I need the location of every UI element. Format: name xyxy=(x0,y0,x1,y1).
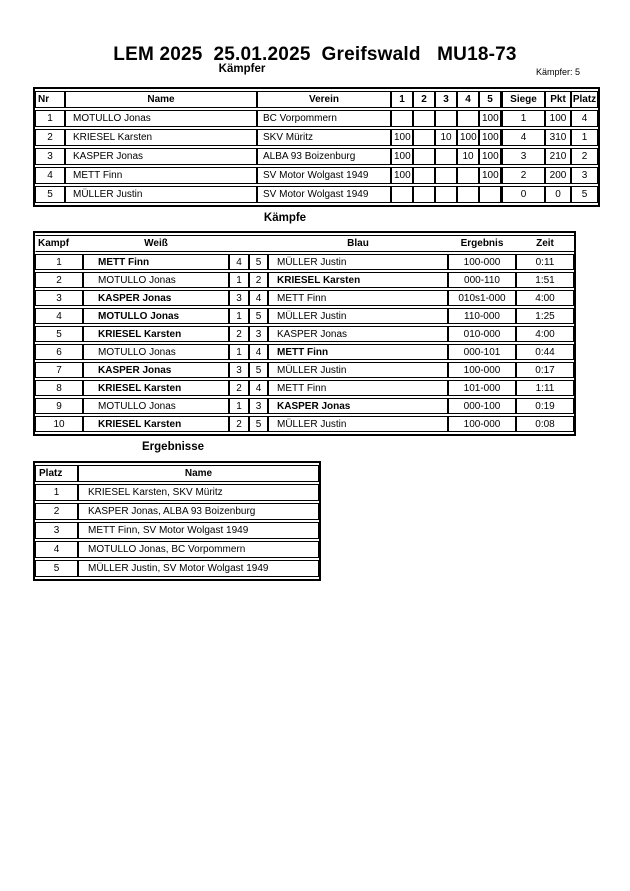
cell-blau-nr: 5 xyxy=(249,416,268,432)
col-header-weiss: Weiß xyxy=(83,235,229,252)
cell-platz: 2 xyxy=(571,148,598,165)
cell-ergebnis: 010-000 xyxy=(448,326,516,342)
cell-blau-name: KASPER Jonas xyxy=(268,326,448,342)
cell-siege: 1 xyxy=(501,110,545,127)
col-header-round-4: 4 xyxy=(457,91,479,108)
cell-blau-name: MÜLLER Justin xyxy=(268,308,448,324)
cell-blau-name: MÜLLER Justin xyxy=(268,362,448,378)
cell-weiss-name: KASPER Jonas xyxy=(83,362,229,378)
cell-round-1: 100 xyxy=(391,148,413,165)
cell-blau-name: METT Finn xyxy=(268,290,448,306)
cell-kampf-nr: 4 xyxy=(35,308,83,324)
cell-round-1: 100 xyxy=(391,167,413,184)
col-header-round-1: 1 xyxy=(391,91,413,108)
bouts-section-title: Kämpfe xyxy=(263,212,307,224)
cell-round-5: 100 xyxy=(479,129,501,146)
cell-zeit: 1:51 xyxy=(516,272,574,288)
cell-siege: 0 xyxy=(501,186,545,203)
cell-kampf-nr: 7 xyxy=(35,362,83,378)
cell-ergebnis: 000-101 xyxy=(448,344,516,360)
cell-verein: ALBA 93 Boizenburg xyxy=(257,148,391,165)
result-row xyxy=(35,503,319,520)
col-header-kampf: Kampf xyxy=(35,235,83,252)
col-header-name: Name xyxy=(78,465,319,482)
cell-pkt: 100 xyxy=(545,110,571,127)
col-header-weiss-nr xyxy=(229,235,249,252)
cell-round-3 xyxy=(435,110,457,127)
cell-round-4 xyxy=(457,110,479,127)
cell-weiss-nr: 1 xyxy=(229,398,249,414)
cell-round-5: 100 xyxy=(479,167,501,184)
cell-round-4: 10 xyxy=(457,148,479,165)
cell-weiss-name: KRIESEL Karsten xyxy=(83,326,229,342)
cell-round-2 xyxy=(413,186,435,203)
cell-weiss-nr: 1 xyxy=(229,344,249,360)
cell-kampf-nr: 10 xyxy=(35,416,83,432)
cell-round-2 xyxy=(413,129,435,146)
cell-kampf-nr: 8 xyxy=(35,380,83,396)
page-title: LEM 2025 25.01.2025 Greifswald MU18-73 xyxy=(113,44,517,65)
cell-weiss-nr: 2 xyxy=(229,380,249,396)
cell-weiss-nr: 2 xyxy=(229,326,249,342)
cell-round-1 xyxy=(391,110,413,127)
cell-round-5 xyxy=(479,186,501,203)
col-header-pkt: Pkt xyxy=(545,91,571,108)
fighter-row xyxy=(35,129,598,146)
cell-kampf-nr: 1 xyxy=(35,254,83,270)
result-row xyxy=(35,522,319,539)
result-row xyxy=(35,541,319,558)
cell-ergebnis: 010s1-000 xyxy=(448,290,516,306)
cell-nr: 5 xyxy=(35,186,65,203)
cell-round-2 xyxy=(413,167,435,184)
cell-verein: BC Vorpommern xyxy=(257,110,391,127)
cell-verein: SV Motor Wolgast 1949 xyxy=(257,167,391,184)
cell-name: KASPER Jonas xyxy=(65,148,257,165)
cell-name: METT Finn, SV Motor Wolgast 1949 xyxy=(78,522,319,539)
cell-blau-nr: 4 xyxy=(249,380,268,396)
cell-platz: 3 xyxy=(571,167,598,184)
cell-pkt: 0 xyxy=(545,186,571,203)
cell-platz: 4 xyxy=(571,110,598,127)
cell-name: MOTULLO Jonas xyxy=(65,110,257,127)
cell-round-5: 100 xyxy=(479,148,501,165)
result-row xyxy=(35,484,319,501)
cell-name: KRIESEL Karsten xyxy=(65,129,257,146)
cell-platz: 1 xyxy=(35,484,78,501)
cell-ergebnis: 000-110 xyxy=(448,272,516,288)
cell-zeit: 0:17 xyxy=(516,362,574,378)
cell-platz: 3 xyxy=(35,522,78,539)
cell-name: MÜLLER Justin xyxy=(65,186,257,203)
cell-verein: SKV Müritz xyxy=(257,129,391,146)
cell-round-3 xyxy=(435,186,457,203)
fighter-count-label: Kämpfer: 5 xyxy=(535,67,580,77)
col-header-round-3: 3 xyxy=(435,91,457,108)
cell-weiss-nr: 3 xyxy=(229,362,249,378)
cell-verein: SV Motor Wolgast 1949 xyxy=(257,186,391,203)
result-row xyxy=(35,560,319,577)
cell-name: KRIESEL Karsten, SKV Müritz xyxy=(78,484,319,501)
cell-zeit: 0:19 xyxy=(516,398,574,414)
col-header-nr: Nr xyxy=(35,91,65,108)
col-header-round-2: 2 xyxy=(413,91,435,108)
bout-row xyxy=(35,362,574,378)
fighter-row xyxy=(35,186,598,203)
cell-weiss-name: KASPER Jonas xyxy=(83,290,229,306)
col-header-blau: Blau xyxy=(268,235,448,252)
cell-weiss-nr: 2 xyxy=(229,416,249,432)
cell-blau-nr: 3 xyxy=(249,398,268,414)
cell-siege: 2 xyxy=(501,167,545,184)
cell-round-3: 10 xyxy=(435,129,457,146)
bout-row xyxy=(35,344,574,360)
cell-pkt: 210 xyxy=(545,148,571,165)
results-table xyxy=(33,461,321,581)
col-header-zeit: Zeit xyxy=(516,235,574,252)
cell-name: MOTULLO Jonas, BC Vorpommern xyxy=(78,541,319,558)
cell-zeit: 0:44 xyxy=(516,344,574,360)
cell-ergebnis: 000-100 xyxy=(448,398,516,414)
cell-kampf-nr: 2 xyxy=(35,272,83,288)
bouts-table xyxy=(33,231,576,436)
cell-weiss-name: MOTULLO Jonas xyxy=(83,398,229,414)
cell-round-3 xyxy=(435,148,457,165)
cell-weiss-name: KRIESEL Karsten xyxy=(83,416,229,432)
bout-row xyxy=(35,416,574,432)
cell-blau-name: KRIESEL Karsten xyxy=(268,272,448,288)
bout-row xyxy=(35,326,574,342)
bout-row xyxy=(35,380,574,396)
fighters-table xyxy=(33,87,600,207)
col-header-ergebnis: Ergebnis xyxy=(448,235,516,252)
cell-zeit: 0:11 xyxy=(516,254,574,270)
cell-blau-name: METT Finn xyxy=(268,380,448,396)
fighter-row xyxy=(35,167,598,184)
cell-nr: 3 xyxy=(35,148,65,165)
cell-blau-nr: 5 xyxy=(249,362,268,378)
bout-row xyxy=(35,290,574,306)
col-header-platz: Platz xyxy=(571,91,598,108)
cell-weiss-name: MOTULLO Jonas xyxy=(83,344,229,360)
cell-weiss-nr: 4 xyxy=(229,254,249,270)
cell-zeit: 1:25 xyxy=(516,308,574,324)
cell-round-3 xyxy=(435,167,457,184)
cell-round-5: 100 xyxy=(479,110,501,127)
cell-round-1: 100 xyxy=(391,129,413,146)
cell-blau-nr: 3 xyxy=(249,326,268,342)
cell-ergebnis: 100-000 xyxy=(448,362,516,378)
cell-weiss-nr: 1 xyxy=(229,308,249,324)
cell-zeit: 1:11 xyxy=(516,380,574,396)
results-section-title: Ergebnisse xyxy=(142,441,204,453)
cell-blau-name: KASPER Jonas xyxy=(268,398,448,414)
cell-platz: 5 xyxy=(35,560,78,577)
cell-name: KASPER Jonas, ALBA 93 Boizenburg xyxy=(78,503,319,520)
cell-ergebnis: 100-000 xyxy=(448,254,516,270)
cell-weiss-nr: 1 xyxy=(229,272,249,288)
cell-weiss-name: MOTULLO Jonas xyxy=(83,272,229,288)
cell-kampf-nr: 9 xyxy=(35,398,83,414)
fighters-section-title: Kämpfer xyxy=(218,63,266,75)
cell-blau-nr: 2 xyxy=(249,272,268,288)
cell-nr: 2 xyxy=(35,129,65,146)
cell-nr: 1 xyxy=(35,110,65,127)
cell-nr: 4 xyxy=(35,167,65,184)
cell-blau-nr: 5 xyxy=(249,308,268,324)
cell-ergebnis: 100-000 xyxy=(448,416,516,432)
cell-kampf-nr: 5 xyxy=(35,326,83,342)
col-header-platz: Platz xyxy=(35,465,78,482)
bout-row xyxy=(35,272,574,288)
cell-blau-name: METT Finn xyxy=(268,344,448,360)
cell-blau-name: MÜLLER Justin xyxy=(268,416,448,432)
cell-pkt: 200 xyxy=(545,167,571,184)
col-header-name: Name xyxy=(65,91,257,108)
cell-ergebnis: 110-000 xyxy=(448,308,516,324)
col-header-round-5: 5 xyxy=(479,91,501,108)
cell-name: METT Finn xyxy=(65,167,257,184)
cell-platz: 2 xyxy=(35,503,78,520)
cell-zeit: 4:00 xyxy=(516,290,574,306)
cell-platz: 1 xyxy=(571,129,598,146)
cell-platz: 5 xyxy=(571,186,598,203)
results-header-row xyxy=(35,465,319,482)
cell-blau-name: MÜLLER Justin xyxy=(268,254,448,270)
fighter-row xyxy=(35,148,598,165)
fighter-row xyxy=(35,110,598,127)
cell-round-4: 100 xyxy=(457,129,479,146)
cell-round-1 xyxy=(391,186,413,203)
cell-weiss-name: MOTULLO Jonas xyxy=(83,308,229,324)
cell-round-2 xyxy=(413,148,435,165)
cell-ergebnis: 101-000 xyxy=(448,380,516,396)
cell-blau-nr: 4 xyxy=(249,290,268,306)
cell-name: MÜLLER Justin, SV Motor Wolgast 1949 xyxy=(78,560,319,577)
cell-blau-nr: 4 xyxy=(249,344,268,360)
fighters-header-row xyxy=(35,91,598,108)
bout-row xyxy=(35,308,574,324)
cell-blau-nr: 5 xyxy=(249,254,268,270)
cell-round-4 xyxy=(457,167,479,184)
col-header-siege: Siege xyxy=(501,91,545,108)
bouts-header-row xyxy=(35,235,574,252)
cell-zeit: 0:08 xyxy=(516,416,574,432)
cell-kampf-nr: 3 xyxy=(35,290,83,306)
cell-siege: 3 xyxy=(501,148,545,165)
cell-weiss-name: METT Finn xyxy=(83,254,229,270)
cell-weiss-name: KRIESEL Karsten xyxy=(83,380,229,396)
cell-pkt: 310 xyxy=(545,129,571,146)
col-header-blau-nr xyxy=(249,235,268,252)
cell-zeit: 4:00 xyxy=(516,326,574,342)
cell-weiss-nr: 3 xyxy=(229,290,249,306)
col-header-verein: Verein xyxy=(257,91,391,108)
cell-kampf-nr: 6 xyxy=(35,344,83,360)
bout-row xyxy=(35,398,574,414)
cell-siege: 4 xyxy=(501,129,545,146)
cell-platz: 4 xyxy=(35,541,78,558)
bout-row xyxy=(35,254,574,270)
cell-round-4 xyxy=(457,186,479,203)
cell-round-2 xyxy=(413,110,435,127)
